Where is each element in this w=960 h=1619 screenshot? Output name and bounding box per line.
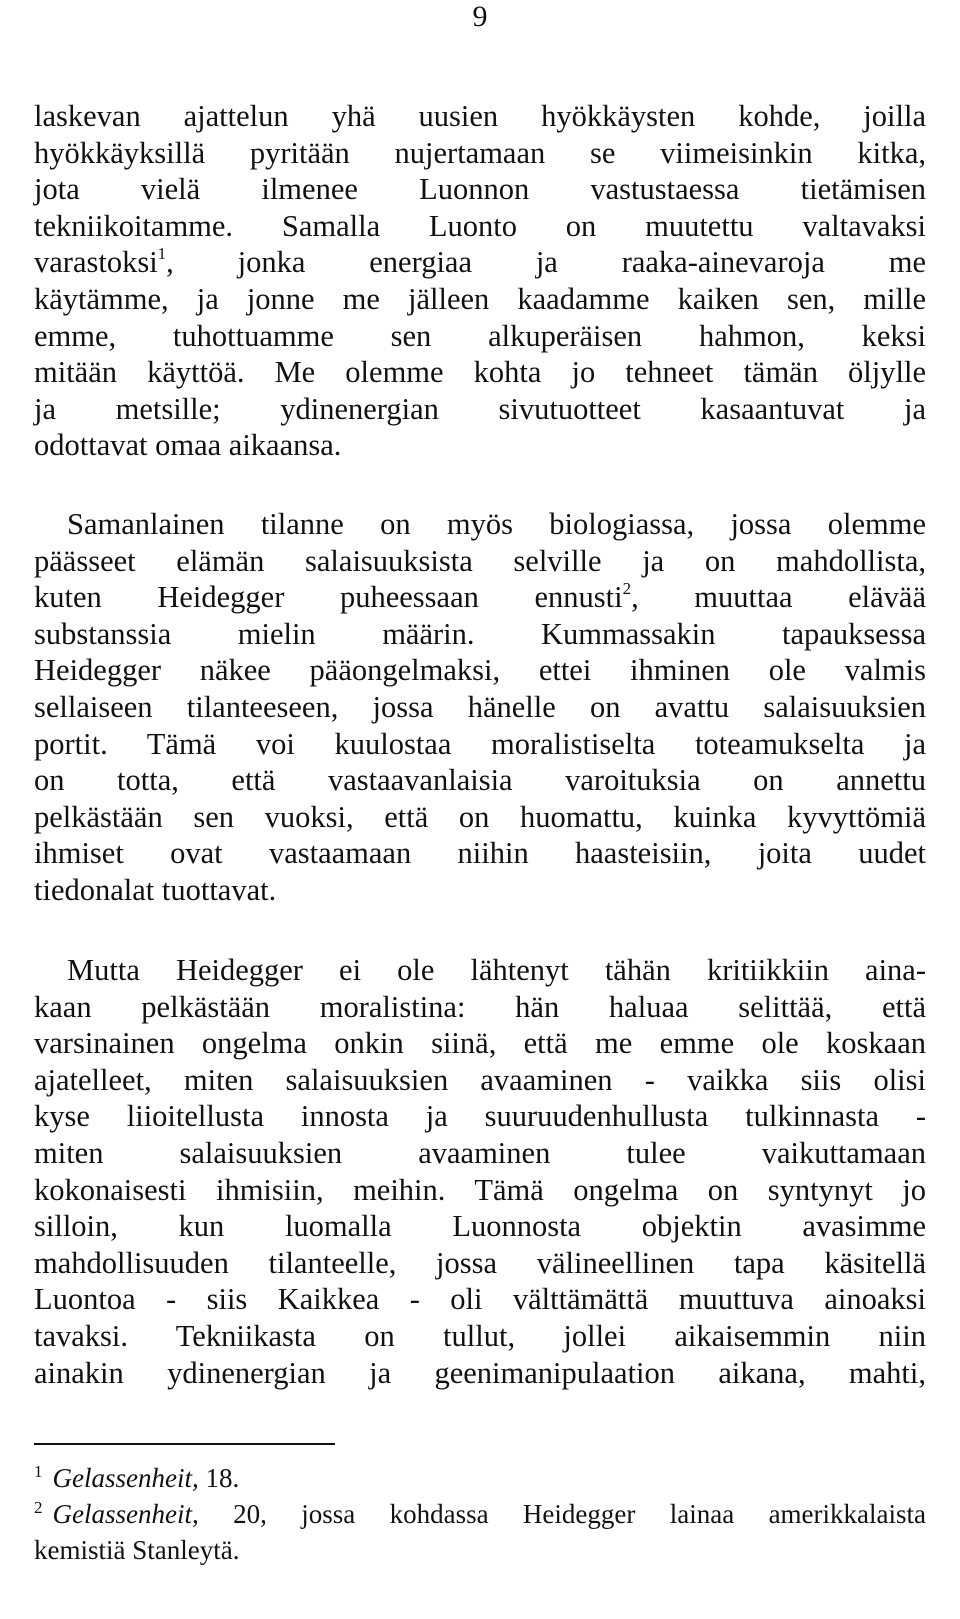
footnote-divider: [34, 1443, 335, 1445]
text-line: hyökkäyksillä pyritään nujertamaan se viimeisinkin kitka,: [34, 135, 926, 170]
text-line: Mutta Heidegger ei ole lähtenyt tähän kritiikkiin aina-: [67, 953, 926, 987]
text-line: silloin, kun luomalla Luonnosta objektin avasimme: [34, 1209, 926, 1244]
text-segment: , jonka energiaa ja raaka-ainevaroja me: [166, 245, 926, 280]
footnote-marker: 1: [34, 1462, 43, 1481]
text-line: mitään käyttöä. Me olemme kohta jo tehneet tämän öljylle: [34, 355, 926, 390]
text-line: pelkästään sen vuoksi, että on huomattu, kuinka kyvyttömiä: [34, 799, 926, 834]
paragraph-3: [34, 952, 926, 1391]
footnote-reference-2: 2: [622, 579, 632, 599]
text-line: substanssia mielin määrin. Kummassakin tapauksessa: [34, 616, 926, 651]
text-line: portit. Tämä voi kuulostaa moralistiselta toteamukselta ja: [34, 726, 926, 761]
paragraph-1: [34, 98, 926, 464]
footnote-marker: 2: [34, 1498, 43, 1517]
text-line: ja metsille; ydinenergian sivutuotteet kasaantuvat ja: [34, 391, 926, 426]
text-line: kokonaisesti ihmisiin, meihin. Tämä ongelma on syntynyt jo: [34, 1172, 926, 1207]
text-line: tekniikoitamme. Samalla Luonto on muutettu valtavaksi: [34, 208, 926, 243]
text-line: ihmiset ovat vastaamaan niihin haasteisiin, joita uudet: [34, 836, 926, 871]
text-segment: , muuttaa elävää: [631, 580, 926, 615]
page-number: 9: [472, 0, 488, 33]
footnote-source-title: Gelassenheit,: [52, 1463, 199, 1493]
text-line: päässeet elämän salaisuuksista selville ja on mahdollista,: [34, 543, 926, 578]
text-line: [34, 579, 926, 616]
paragraph-2: [34, 506, 926, 909]
text-line: ainakin ydinenergian ja geenimanipulaation aikana, mahti,: [34, 1355, 926, 1390]
text-line: [34, 244, 926, 281]
text-line: Samanlainen tilanne on myös biologiassa, jossa olemme: [67, 507, 926, 541]
footnote-text: 20, jossa kohdassa Heidegger lainaa amerikkalaista: [198, 1499, 926, 1529]
footnote-reference-1: 1: [157, 244, 167, 264]
footnote-text: 18.: [198, 1463, 240, 1493]
text-line: laskevan ajattelun yhä uusien hyökkäysten kohde, joilla: [34, 99, 926, 133]
text-line: miten salaisuuksien avaaminen tulee vaikuttamaan: [34, 1135, 926, 1170]
text-line: kaan pelkästään moralistina: hän haluaa selittää, että: [34, 989, 926, 1024]
text-line: käytämme, ja jonne me jälleen kaadamme kaiken sen, mille: [34, 281, 926, 316]
text-line: ajatelleet, miten salaisuuksien avaaminen - vaikka siis olisi: [34, 1062, 926, 1097]
text-line: jota vielä ilmenee Luonnon vastustaessa tietämisen: [34, 172, 926, 207]
text-segment: kuten Heidegger puheessaan ennusti: [34, 580, 623, 615]
text-line: on totta, että vastaavanlaisia varoituksia on annettu: [34, 763, 926, 798]
text-line: odottavat omaa aikaansa.: [34, 428, 342, 463]
text-line: kyse liioitellusta innosta ja suuruudenhullusta tulkinnasta -: [34, 1099, 926, 1134]
footnote-1: [34, 1460, 926, 1496]
text-line: sellaiseen tilanteeseen, jossa hänelle on avattu salaisuuksien: [34, 689, 926, 724]
text-line: Luontoa - siis Kaikkea - oli välttämättä muuttuva ainoaksi: [34, 1282, 926, 1317]
text-line: emme, tuhottuamme sen alkuperäisen hahmon, keksi: [34, 318, 926, 353]
footnote-2-continuation: kemistiä Stanleytä.: [34, 1535, 240, 1565]
text-line: varsinainen ongelma onkin siinä, että me emme ole koskaan: [34, 1026, 926, 1061]
text-line: mahdollisuuden tilanteelle, jossa välineellinen tapa käsitellä: [34, 1245, 926, 1280]
text-line: tavaksi. Tekniikasta on tullut, jollei aikaisemmin niin: [34, 1318, 926, 1353]
footnote-2: [34, 1496, 926, 1532]
text-segment: varastoksi: [34, 245, 158, 280]
text-line: tiedonalat tuottavat.: [34, 872, 277, 907]
footnotes: [34, 1460, 926, 1568]
text-line: Heidegger näkee pääongelmaksi, ettei ihminen ole valmis: [34, 653, 926, 688]
footnote-source-title: Gelassenheit,: [52, 1499, 199, 1529]
